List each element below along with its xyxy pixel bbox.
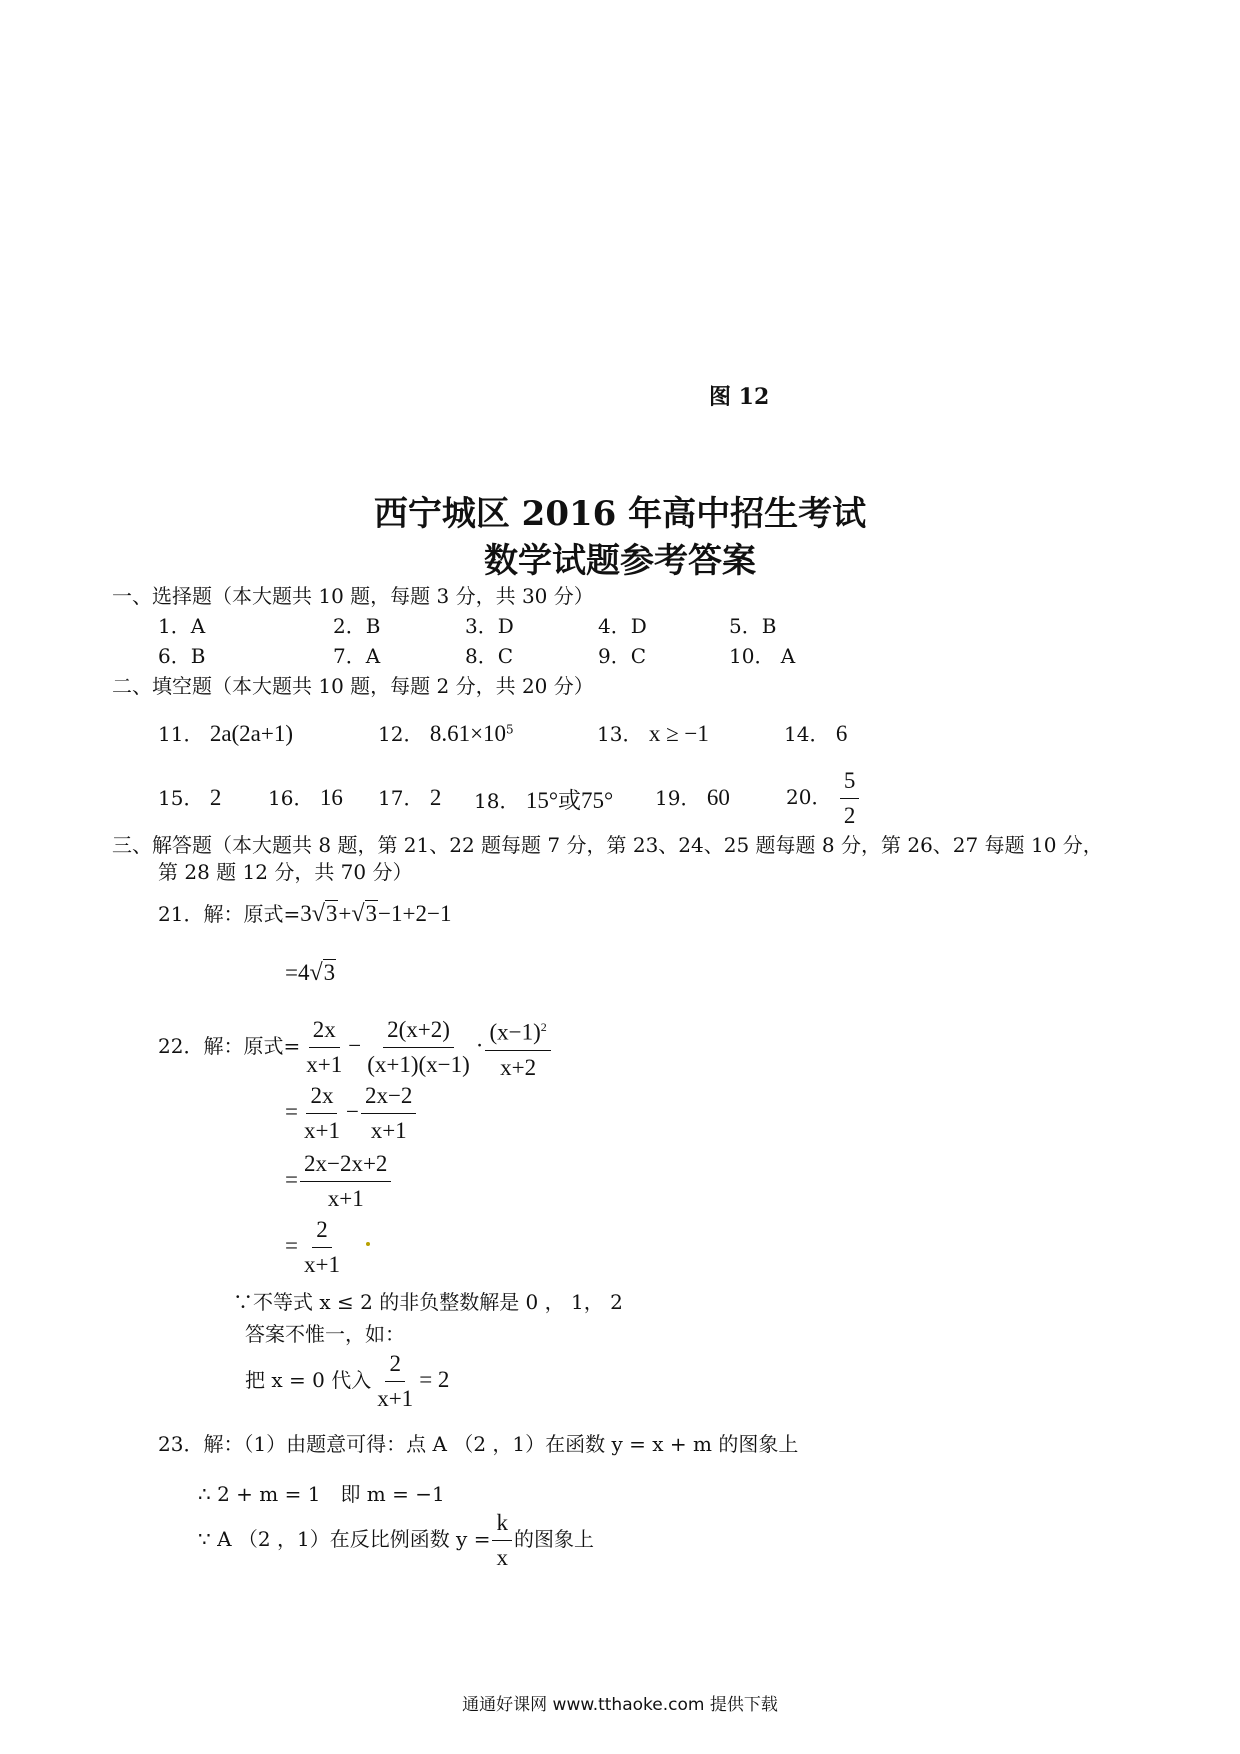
fill-15	[158, 782, 221, 811]
fill-12	[378, 718, 514, 747]
answer-5: 5．B	[729, 614, 777, 638]
q22-line1	[158, 1012, 553, 1083]
answer-6: 6．B	[158, 644, 206, 668]
fill-11-label: 11．	[158, 722, 204, 746]
fill-12-answer: 8.61×10	[429, 721, 507, 746]
title-line1: 西宁城区 2016 年高中招生考试	[373, 494, 867, 534]
fill-20	[786, 766, 861, 831]
q22-minus: −	[348, 1032, 362, 1058]
title-line2: 数学试题参考答案	[484, 541, 756, 581]
q22-step3-frac: $\frac{2x-2x+2}{x+1}$	[300, 1149, 391, 1214]
fill-20-denominator: 2	[843, 803, 856, 828]
q23-line3: ∵ A （2 ，1）在反比例函数 y = $\frac{k}{x}$ 的图象上	[198, 1508, 594, 1573]
q22-line2: = $\frac{2x}{x+1}$ − $\frac{2x-2}{x+1}$	[285, 1081, 418, 1146]
q23-frac: $\frac{k}{x}$	[492, 1508, 512, 1573]
answer-3: 3．D	[465, 614, 514, 638]
answer-10: 10． A	[729, 644, 796, 668]
fill-18-answer: 15°或75°	[525, 788, 614, 813]
q21-sqrt1: √3	[311, 901, 338, 927]
fill-16-answer: 16	[319, 785, 343, 810]
q21-result-coef: =4	[285, 960, 310, 985]
answer-2: 2．B	[333, 614, 381, 638]
q22-note1: ∵不等式 x ≤ 2 的非负整数解是 0 ， 1， 2	[233, 1290, 623, 1314]
q21-line1	[158, 898, 451, 928]
q21-result-sqrt: √3	[309, 960, 336, 986]
fill-11	[158, 718, 293, 747]
section3-heading-line2: 第 28 题 12 分，共 70 分）	[158, 860, 413, 884]
fill-17-answer: 2	[429, 785, 442, 810]
fill-14-answer: 6	[835, 721, 848, 746]
fill-12-exponent: 5	[506, 722, 514, 737]
q21-line2	[285, 960, 336, 987]
answer-9: 9．C	[598, 644, 647, 668]
q22-frac1: $\frac{2x}{x+1}$	[306, 1016, 343, 1077]
q21-label: 21．解：原式=	[158, 902, 301, 926]
q21-plus: +	[338, 901, 352, 926]
q21-coef: 3	[300, 901, 312, 926]
answer-7: 7．A	[333, 644, 381, 668]
fill-16-label: 16．	[268, 786, 314, 810]
fill-15-label: 15．	[158, 786, 204, 810]
fill-16	[268, 782, 343, 811]
q22-note3: 把 x = 0 代入 $\frac{2}{x+1}$ = 2	[245, 1349, 449, 1414]
section1-heading: 一、选择题（本大题共 10 题，每题 3 分，共 30 分）	[112, 584, 594, 608]
fill-20-numerator: 5	[840, 766, 860, 799]
fill-20-label: 20．	[786, 785, 832, 809]
q22-note2: 答案不惟一，如：	[245, 1322, 405, 1346]
q23-line2: ∴ 2 + m = 1 即 m = −1	[198, 1482, 445, 1506]
section2-heading: 二、填空题（本大题共 10 题，每题 2 分，共 20 分）	[112, 674, 594, 698]
q22-frac2: $\frac{2(x+2)}{(x+1)(x-1)}$	[367, 1016, 470, 1077]
fill-11-answer: 2a(2a+1)	[209, 721, 294, 746]
q21-tail: −1+2−1	[378, 901, 452, 926]
fill-18	[474, 782, 613, 815]
q22-note3-frac: $\frac{2}{x+1}$	[377, 1351, 414, 1411]
fill-13	[597, 718, 709, 747]
q22-frac3: $\frac{(x-1)^2}{x+2}$	[485, 1012, 550, 1083]
q21-sqrt2: √3	[351, 901, 378, 927]
fill-20-fraction	[840, 766, 860, 831]
q22-label: 22．解：原式=	[158, 1033, 301, 1058]
fill-15-answer: 2	[209, 785, 222, 810]
q23-line1: 23．解：（1）由题意可得：点 A （2 ，1）在函数 y = x + m 的图象上	[158, 1432, 799, 1456]
section3-heading-line1: 三、解答题（本大题共 8 题，第 21、22 题每题 7 分，第 23、24、25 题每题 8 分，第 26、27 每题 10 分，	[112, 833, 1103, 857]
fill-17	[378, 782, 441, 811]
fill-17-label: 17．	[378, 786, 424, 810]
q22-step2-frac1: $\frac{2x}{x+1}$	[303, 1083, 340, 1143]
q22-step2-frac2: $\frac{2x-2}{x+1}$	[361, 1081, 416, 1146]
fill-13-answer: x ≥ −1	[648, 721, 709, 746]
fill-19-answer: 60	[706, 785, 730, 810]
figure-label: 图 12	[709, 384, 770, 410]
q22-dot: ·	[475, 1032, 484, 1058]
fill-13-label: 13．	[597, 722, 643, 746]
answer-1: 1．A	[158, 614, 206, 638]
stray-dot	[366, 1242, 370, 1246]
fill-19-label: 19．	[655, 786, 701, 810]
fill-12-label: 12．	[378, 722, 424, 746]
footer: 通通好课网 www.tthaoke.com 提供下载	[462, 1695, 778, 1715]
answer-8: 8．C	[465, 644, 514, 668]
fill-14	[784, 718, 847, 747]
fill-18-label: 18．	[474, 789, 520, 813]
q22-line4: = $\frac{2}{x+1}$	[285, 1215, 346, 1280]
q22-step4-frac: $\frac{2}{x+1}$	[303, 1217, 340, 1277]
answer-4: 4．D	[598, 614, 647, 638]
fill-14-label: 14．	[784, 722, 830, 746]
q22-line3: = $\frac{2x-2x+2}{x+1}$	[285, 1149, 393, 1214]
fill-19	[655, 782, 730, 811]
